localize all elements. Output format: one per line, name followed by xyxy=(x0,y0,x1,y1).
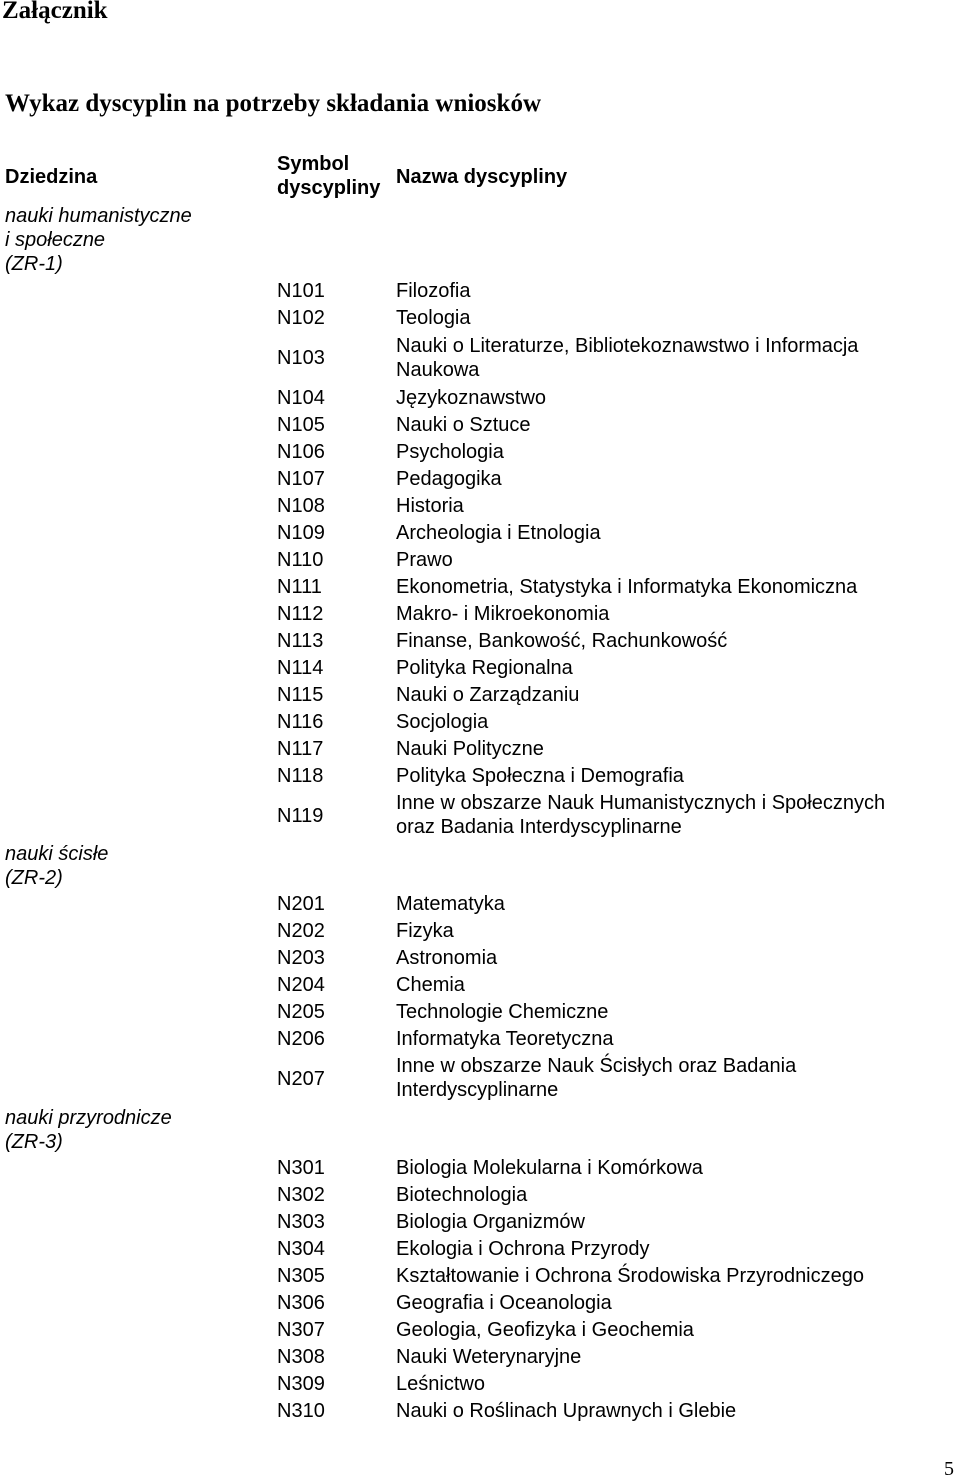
discipline-name xyxy=(396,791,885,839)
discipline-name: Ekologia i Ochrona Przyrody xyxy=(396,1238,650,1260)
discipline-code: N202 xyxy=(277,920,325,942)
discipline-code: N205 xyxy=(277,1001,325,1023)
header-discipline-name: Nazwa dyscypliny xyxy=(396,166,568,188)
domain-line: nauki przyrodnicze xyxy=(5,1107,172,1129)
discipline-name: Polityka Regionalna xyxy=(396,657,573,679)
discipline-name: Nauki Weterynaryjne xyxy=(396,1346,582,1368)
discipline-name-line: Inne w obszarze Nauk Ścisłych oraz Badania xyxy=(396,1055,797,1077)
discipline-name-line: Nauki o Literaturze, Bibliotekoznawstwo i Informacja xyxy=(396,335,859,357)
discipline-name: Polityka Społeczna i Demografia xyxy=(396,765,684,787)
discipline-code: N104 xyxy=(277,387,325,409)
discipline-name: Nauki o Zarządzaniu xyxy=(396,684,580,706)
discipline-code: N206 xyxy=(277,1028,325,1050)
discipline-code: N304 xyxy=(277,1238,325,1260)
discipline-name: Biotechnologia xyxy=(396,1184,528,1206)
discipline-code: N307 xyxy=(277,1319,325,1341)
discipline-code: N107 xyxy=(277,468,325,490)
page-title: Załącznik xyxy=(2,0,108,24)
domain-line: i społeczne xyxy=(5,229,106,251)
discipline-code: N103 xyxy=(277,347,325,369)
discipline-name: Informatyka Teoretyczna xyxy=(396,1028,614,1050)
discipline-name: Ekonometria, Statystyka i Informatyka Ekonomiczna xyxy=(396,576,858,598)
discipline-code: N203 xyxy=(277,947,325,969)
discipline-name: Finanse, Bankowość, Rachunkowość xyxy=(396,630,728,652)
discipline-name: Filozofia xyxy=(396,280,471,302)
page-number: 5 xyxy=(944,1458,954,1480)
discipline-code: N310 xyxy=(277,1400,325,1422)
discipline-code: N118 xyxy=(277,765,324,787)
discipline-name: Kształtowanie i Ochrona Środowiska Przyrodniczego xyxy=(396,1265,864,1287)
discipline-name: Archeologia i Etnologia xyxy=(396,522,601,544)
discipline-name: Makro- i Mikroekonomia xyxy=(396,603,610,625)
discipline-code: N119 xyxy=(277,805,324,827)
domain-line: (ZR-3) xyxy=(5,1131,63,1153)
domain-line: (ZR-2) xyxy=(5,867,63,889)
domain-line: nauki humanistyczne xyxy=(5,205,192,227)
header-symbol xyxy=(277,152,380,200)
discipline-name: Technologie Chemiczne xyxy=(396,1001,609,1023)
discipline-code: N117 xyxy=(277,738,324,760)
discipline-code: N108 xyxy=(277,495,325,517)
discipline-name: Leśnictwo xyxy=(396,1373,485,1395)
discipline-code: N101 xyxy=(277,280,325,302)
discipline-code: N306 xyxy=(277,1292,325,1314)
discipline-name: Matematyka xyxy=(396,893,505,915)
header-symbol-line: dyscypliny xyxy=(277,177,381,199)
discipline-name-line: Naukowa xyxy=(396,359,480,381)
discipline-name: Prawo xyxy=(396,549,453,571)
header-symbol-line: Symbol xyxy=(277,153,350,175)
discipline-code: N105 xyxy=(277,414,325,436)
header-domain: Dziedzina xyxy=(5,166,98,188)
discipline-code: N109 xyxy=(277,522,325,544)
discipline-name xyxy=(396,334,858,382)
discipline-code: N302 xyxy=(277,1184,325,1206)
discipline-name: Nauki Polityczne xyxy=(396,738,544,760)
domain-natural-sciences xyxy=(5,1106,172,1154)
discipline-name: Historia xyxy=(396,495,464,517)
domain-line: nauki ścisłe xyxy=(5,843,109,865)
discipline-name xyxy=(396,1054,796,1102)
discipline-name: Chemia xyxy=(396,974,465,996)
discipline-code: N115 xyxy=(277,684,324,706)
discipline-code: N207 xyxy=(277,1068,325,1090)
discipline-code: N305 xyxy=(277,1265,325,1287)
discipline-name: Nauki o Sztuce xyxy=(396,414,531,436)
domain-humanities-social xyxy=(5,204,192,276)
discipline-code: N309 xyxy=(277,1373,325,1395)
discipline-code: N303 xyxy=(277,1211,325,1233)
discipline-code: N114 xyxy=(277,657,324,679)
discipline-code: N111 xyxy=(277,576,322,598)
document-subtitle: Wykaz dyscyplin na potrzeby składania wniosków xyxy=(5,90,541,117)
discipline-name: Geografia i Oceanologia xyxy=(396,1292,612,1314)
discipline-name: Biologia Organizmów xyxy=(396,1211,585,1233)
discipline-code: N102 xyxy=(277,307,325,329)
domain-line: (ZR-1) xyxy=(5,253,63,275)
discipline-name: Nauki o Roślinach Uprawnych i Glebie xyxy=(396,1400,737,1422)
discipline-name: Astronomia xyxy=(396,947,498,969)
discipline-name: Teologia xyxy=(396,307,471,329)
discipline-code: N308 xyxy=(277,1346,325,1368)
discipline-code: N201 xyxy=(277,893,325,915)
discipline-code: N116 xyxy=(277,711,324,733)
discipline-name: Pedagogika xyxy=(396,468,502,490)
discipline-name-line: Inne w obszarze Nauk Humanistycznych i Społecznych xyxy=(396,792,886,814)
discipline-name: Psychologia xyxy=(396,441,504,463)
discipline-name: Językoznawstwo xyxy=(396,387,547,409)
discipline-name: Geologia, Geofizyka i Geochemia xyxy=(396,1319,694,1341)
discipline-code: N112 xyxy=(277,603,324,625)
domain-exact-sciences xyxy=(5,842,108,890)
discipline-code: N113 xyxy=(277,630,324,652)
discipline-code: N110 xyxy=(277,549,324,571)
discipline-code: N106 xyxy=(277,441,325,463)
discipline-name: Fizyka xyxy=(396,920,454,942)
discipline-code: N204 xyxy=(277,974,325,996)
discipline-name-line: oraz Badania Interdyscyplinarne xyxy=(396,816,682,838)
discipline-code: N301 xyxy=(277,1157,325,1179)
discipline-name-line: Interdyscyplinarne xyxy=(396,1079,559,1101)
discipline-name: Biologia Molekularna i Komórkowa xyxy=(396,1157,703,1179)
discipline-name: Socjologia xyxy=(396,711,489,733)
